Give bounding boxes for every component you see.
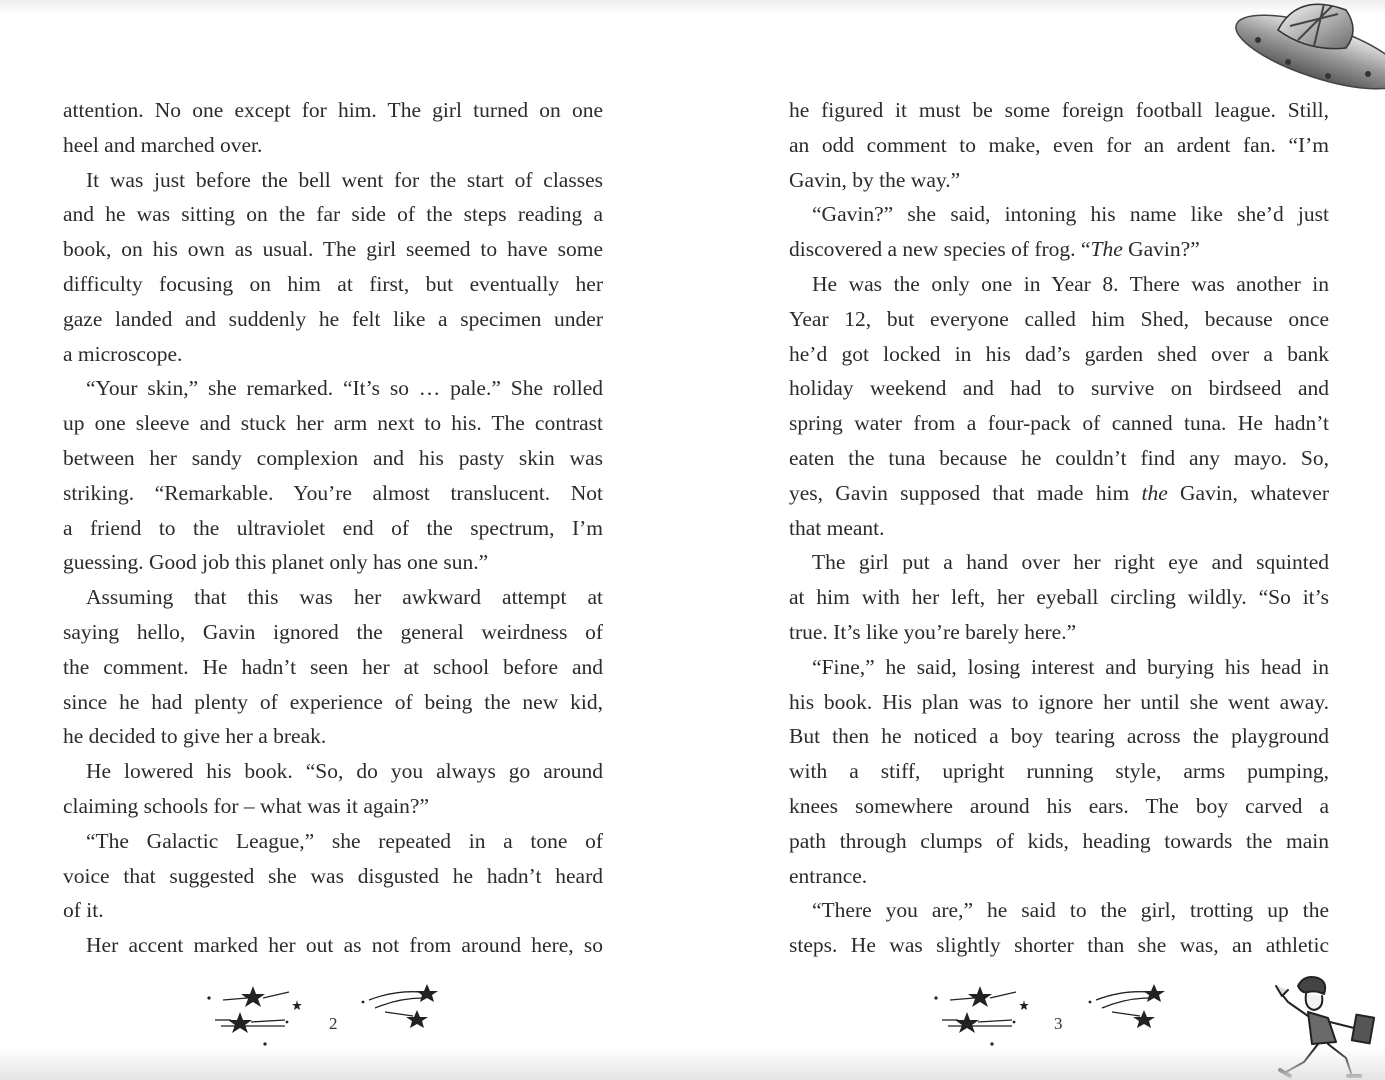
text-line: book, on his own as usual. The girl seemed to have some — [63, 237, 603, 262]
text-line: Year 12, but everyone called him Shed, because once — [789, 306, 1329, 331]
text-line: a friend to the ultraviolet end of the spectrum, I’m — [63, 515, 603, 540]
text-line: entrance. — [789, 863, 868, 888]
shooting-stars-icon — [932, 980, 1032, 1048]
page-top-shadow — [0, 0, 1385, 14]
text-line: path through clumps of kids, heading towards the main — [789, 828, 1329, 853]
text-line: The girl put a hand over her right eye and squinted — [812, 550, 1329, 575]
text-line: steps. He was slightly shorter than she was, an athletic — [789, 933, 1329, 958]
shooting-stars-icon — [355, 980, 445, 1030]
italic-text: The — [1090, 237, 1123, 262]
text-line: “There you are,” he said to the girl, trotting up the — [812, 898, 1329, 923]
text-line: with a stiff, upright running style, arms pumping, — [789, 759, 1329, 784]
text-line: difficulty focusing on him at first, but eventually her — [63, 271, 603, 296]
text-line: since he had plenty of experience of being the new kid, — [63, 689, 603, 714]
right-page-footer — [932, 980, 1172, 1050]
text-line: spring water from a four-pack of canned tuna. He hadn’t — [789, 411, 1329, 436]
text-line: He was the only one in Year 8. There was another in — [812, 271, 1329, 296]
text-line: guessing. Good job this planet only has one sun.” — [63, 550, 489, 575]
italic-text: the — [1141, 480, 1168, 505]
text-line: But then he noticed a boy tearing across the playground — [789, 724, 1329, 749]
text-line: “Gavin?” she said, intoning his name like she’d just — [812, 202, 1329, 227]
text-line: of it. — [63, 898, 104, 923]
text-segment: discovered a new species of frog. “ — [789, 237, 1091, 262]
text-line: he decided to give her a break. — [63, 724, 327, 749]
page-number: 2 — [329, 1014, 338, 1033]
text-line: he’d got locked in his dad’s garden shed over a bank — [789, 341, 1329, 366]
left-page-text — [63, 93, 603, 963]
right-page-text — [789, 93, 1329, 963]
text-line: “Your skin,” she remarked. “It’s so … pale.” She rolled — [86, 376, 603, 401]
text-line: the comment. He hadn’t seen her at school before and — [63, 654, 603, 679]
text-line: He lowered his book. “So, do you always go around — [86, 759, 603, 784]
text-line: eaten the tuna because he couldn’t find any mayo. So, — [789, 445, 1329, 470]
text-line: Assuming that this was her awkward attempt at — [86, 585, 603, 610]
text-line: Her accent marked her out as not from around here, so — [86, 933, 603, 958]
shooting-stars-icon — [1082, 980, 1172, 1030]
text-line: “The Galactic League,” she repeated in a tone of — [86, 828, 603, 853]
text-line — [789, 232, 1329, 267]
text-line: his book. His plan was to ignore her until she went away. — [789, 689, 1329, 714]
text-line: holiday weekend and had to survive on birdseed and — [789, 376, 1329, 401]
text-line: between her sandy complexion and his pasty skin was — [63, 445, 603, 470]
text-line: at him with her left, her eyeball circling wildly. “So it’s — [789, 585, 1329, 610]
page-bottom-shadow — [0, 1048, 1385, 1080]
text-line: heel and marched over. — [63, 132, 263, 157]
ufo-icon — [1228, 0, 1385, 92]
text-line: saying hello, Gavin ignored the general weirdness of — [63, 619, 603, 644]
left-page-footer — [205, 980, 445, 1050]
text-line: gaze landed and suddenly he felt like a specimen under — [63, 306, 603, 331]
text-line: a microscope. — [63, 341, 183, 366]
text-line: true. It’s like you’re barely here.” — [789, 619, 1077, 644]
text-line: striking. “Remarkable. You’re almost translucent. Not — [63, 480, 603, 505]
text-line: voice that suggested she was disgusted he hadn’t heard — [63, 863, 603, 888]
text-line: up one sleeve and stuck her arm next to his. The contrast — [63, 411, 603, 436]
text-segment: Gavin, whatever — [1167, 480, 1329, 505]
text-line: he figured it must be some foreign football league. Still, — [789, 98, 1329, 122]
text-segment: Gavin?” — [1122, 237, 1200, 262]
text-line: an odd comment to make, even for an ardent fan. “I’m — [789, 132, 1329, 157]
text-line: and he was sitting on the far side of the steps reading a — [63, 202, 603, 227]
text-line — [789, 476, 1329, 511]
text-line: “Fine,” he said, losing interest and burying his head in — [812, 654, 1329, 679]
text-line: claiming schools for – what was it again?” — [63, 793, 429, 818]
text-line: attention. No one except for him. The girl turned on one — [63, 98, 603, 122]
text-line: Gavin, by the way.” — [789, 167, 961, 192]
text-line: that meant. — [789, 515, 885, 540]
shooting-stars-icon — [205, 980, 305, 1048]
text-line: knees somewhere around his ears. The boy carved a — [789, 793, 1329, 818]
text-segment: yes, Gavin supposed that made him — [789, 480, 1142, 505]
page-number: 3 — [1054, 1014, 1063, 1033]
text-line: It was just before the bell went for the start of classes — [86, 167, 603, 192]
